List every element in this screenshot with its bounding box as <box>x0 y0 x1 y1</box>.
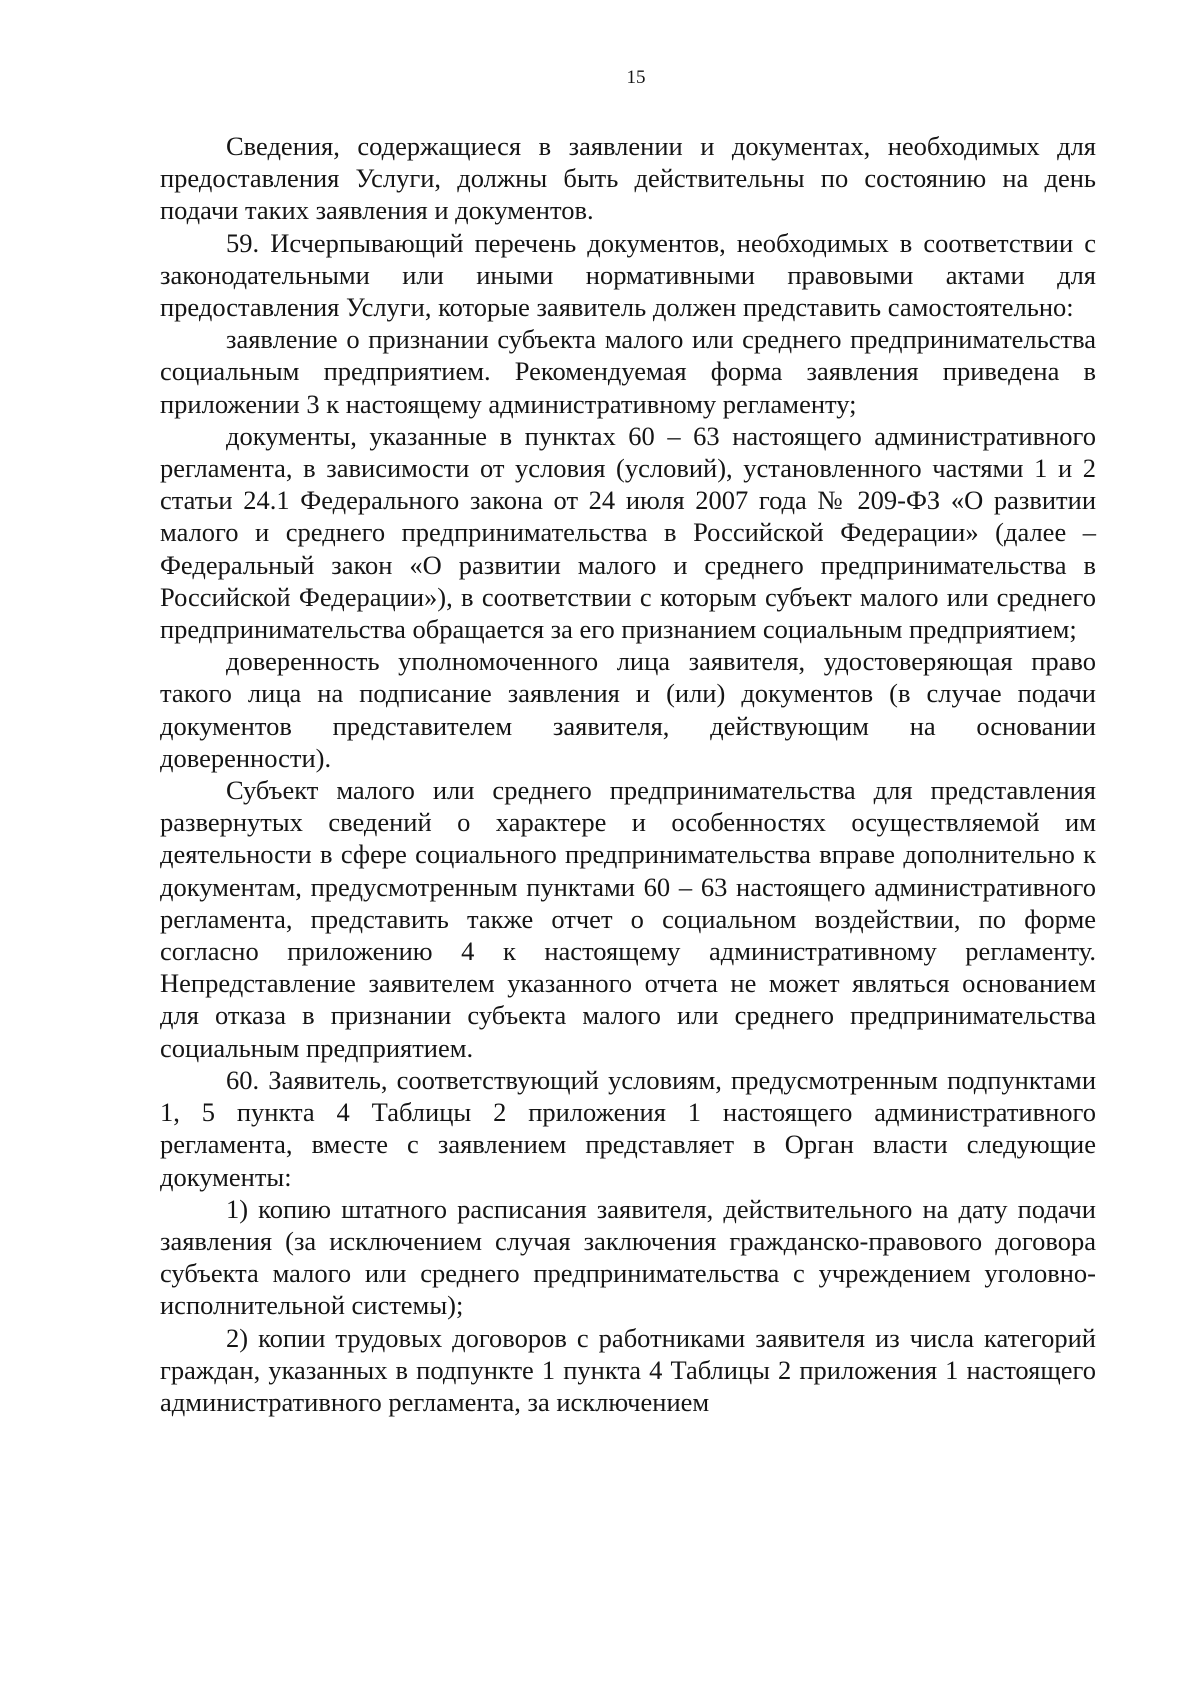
paragraph-social-impact-report: Субъект малого или среднего предпринимательства для представления развернутых сведений о характере и особенностях осуществляемой им деятельности в сфере социального предпринимательства вправе дополнительно к документам, предусмотренным пунктами 60 – 63 настоящего административного регламента, представить также отчет о социальном воздействии, по форме согласно приложению 4 к настоящему административному регламенту. Непредставление заявителем указанного отчета не может являться основанием для отказа в признании субъекта малого или среднего предпринимательства социальным предприятием. <box>160 775 1096 1063</box>
list-item-1: 1) копию штатного расписания заявителя, действительного на дату подачи заявления (за исключением случая заключения гражданско-правового договора субъекта малого или среднего предпринимательства с учреждением уголовно-исполнительной системы); <box>160 1193 1096 1321</box>
document-body <box>160 130 1096 1418</box>
paragraph-application: заявление о признании субъекта малого или среднего предпринимательства социальным предприятием. Рекомендуемая форма заявления приведена в приложении 3 к настоящему административному регламенту; <box>160 324 1096 419</box>
paragraph-documents: документы, указанные в пунктах 60 – 63 настоящего административного регламента, в зависимости от условия (условий), установленного частями 1 и 2 статьи 24.1 Федерального закона от 24 июля 2007 года № 209-ФЗ «О развитии малого и среднего предпринимательства в Российской Федерации» (далее – Федеральный закон «О развитии малого и среднего предпринимательства в Российской Федерации»), в соответствии с которым субъект малого или среднего предпринимательства обращается за его признанием социальным предприятием; <box>160 420 1096 645</box>
paragraph-60: 60. Заявитель, соответствующий условиям, предусмотренным подпунктами 1, 5 пункта 4 Таблицы 2 приложения 1 настоящего административного регламента, вместе с заявлением представляет в Орган власти следующие документы: <box>160 1064 1096 1192</box>
paragraph-info-validity: Сведения, содержащиеся в заявлении и документах, необходимых для предоставления Услуги, должны быть действительны по состоянию на день подачи таких заявления и документов. <box>160 131 1096 226</box>
paragraph-59: 59. Исчерпывающий перечень документов, необходимых в соответствии с законодательными или иными нормативными правовыми актами для предоставления Услуги, которые заявитель должен представить самостоятельно: <box>160 227 1096 323</box>
page-number: 15 <box>626 67 646 88</box>
list-item-2: 2) копии трудовых договоров с работниками заявителя из числа категорий граждан, указанных в подпункте 1 пункта 4 Таблицы 2 приложения 1 настоящего административного регламента, за исключением <box>160 1322 1096 1417</box>
paragraph-power-of-attorney: доверенность уполномоченного лица заявителя, удостоверяющая право такого лица на подписание заявления и (или) документов (в случае подачи документов представителем заявителя, действующим на основании доверенности). <box>160 646 1096 773</box>
